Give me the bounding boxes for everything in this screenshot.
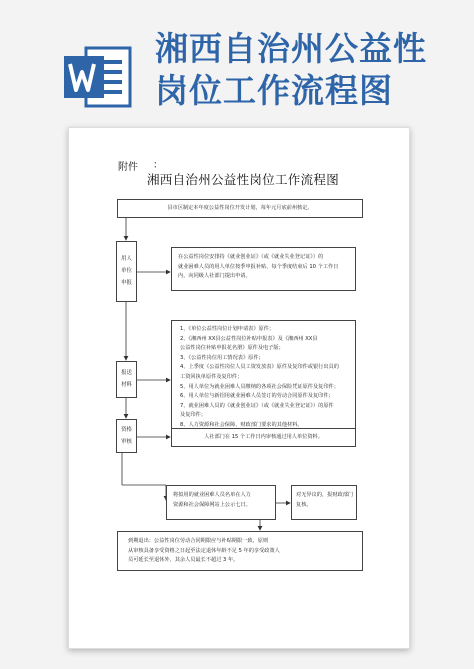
attachment-colon: ：: [153, 160, 163, 171]
flow-step-plan-text: 县市区制定本年度公益性岗位开发计划，每年元月底前州核定。: [167, 205, 313, 211]
flow-step-plan: [117, 199, 363, 218]
document-title: 湘西自治州公益性岗位工作流程图: [147, 172, 340, 187]
material-item: 4、上季度《公益性岗位人员工资发放表》原件及复印件或银行出具的: [180, 364, 339, 371]
flow-step-review-text: 人社部门在 15 个工作日内审核通过用人单位资料。: [204, 434, 323, 440]
material-item: 工资回执单原件及复印件；: [180, 373, 243, 380]
material-item: 1、《单位公益性岗位计划申请表》原件；: [180, 326, 275, 332]
flow-step-publicity-line: 资源和社会保障网站上公示七日。: [173, 501, 251, 508]
flow-step-apply-line: 内，向同级人社部门提出申请。: [178, 273, 251, 280]
flow-label-review: [116, 419, 137, 453]
material-item: 3、《公益性岗位用工情况表》原件；: [180, 354, 264, 361]
cover-title-line1: 湘西自治州公益性: [155, 29, 427, 68]
flow-step-publicity: [166, 485, 276, 520]
material-item: 2、《湘西州 XX县公益性岗位补贴申报表》及《湘西州 XX县: [180, 335, 318, 342]
cover-title-line2: 岗位工作流程图: [155, 71, 393, 110]
flow-label-materials-line: 报送: [121, 370, 132, 376]
flow-step-finance-review: [291, 485, 357, 520]
material-item: 公益性岗位补贴申报花名册》原件及电子版；: [180, 345, 284, 352]
flow-label-apply-line: 申报: [121, 280, 132, 286]
flow-label-review-line: 审核: [121, 439, 132, 445]
flow-step-finance-line: 复核。: [296, 501, 312, 508]
flow-step-exit-line: 从审核具备享受资格之日起至法定退休年龄不足 5 年的享受政策人: [128, 547, 280, 554]
flow-step-exit: [117, 531, 363, 571]
attachment-label: 附件: [118, 162, 138, 173]
material-item: 6、用人单位与新招用就业困难人员签订的劳动合同原件及复印件；: [180, 393, 334, 400]
flow-label-materials-line: 材料: [121, 382, 132, 388]
flow-label-materials: [116, 361, 137, 398]
flow-label-apply-line: 用人: [121, 256, 132, 262]
flow-step-apply: [171, 247, 356, 291]
material-item: 及复印件；: [180, 412, 206, 419]
flow-label-apply-line: 单位: [121, 268, 132, 274]
flow-step-exit-line: 到期退出：公益性岗位劳动合同期限应与补贴期限一致，原则: [128, 538, 269, 544]
flow-step-apply-line: 就业困难人员的用人单位按季申报补贴，每个季度结束后 10 个工作日: [178, 263, 339, 270]
flow-step-materials: [171, 320, 356, 432]
flow-step-publicity-line: 将拟用的就业困难人员名单在人力: [173, 492, 251, 498]
flow-step-exit-line: 员可延长至退休外，其余人员最长不超过 3 年。: [128, 557, 239, 564]
flow-step-finance-line: 对无异议的，报财政部门: [296, 492, 354, 498]
flow-step-apply-line: 在公益性岗位安排持《就业创业证》（或《就业失业登记证》）的: [178, 254, 324, 260]
material-item: 7、就业困难人员的《就业创业证》（或《就业失业登记证》）的原件: [180, 402, 334, 409]
material-item: 5、用人单位为就业困难人员缴纳的各项社会保险凭证原件及复印件；: [180, 383, 339, 390]
flow-label-apply: [116, 241, 137, 302]
material-item: 8、人力资源和社会保障、财政部门要求的其他材料。: [180, 421, 303, 428]
flow-label-review-line: 资格: [121, 427, 132, 433]
flow-step-review: [171, 428, 356, 447]
